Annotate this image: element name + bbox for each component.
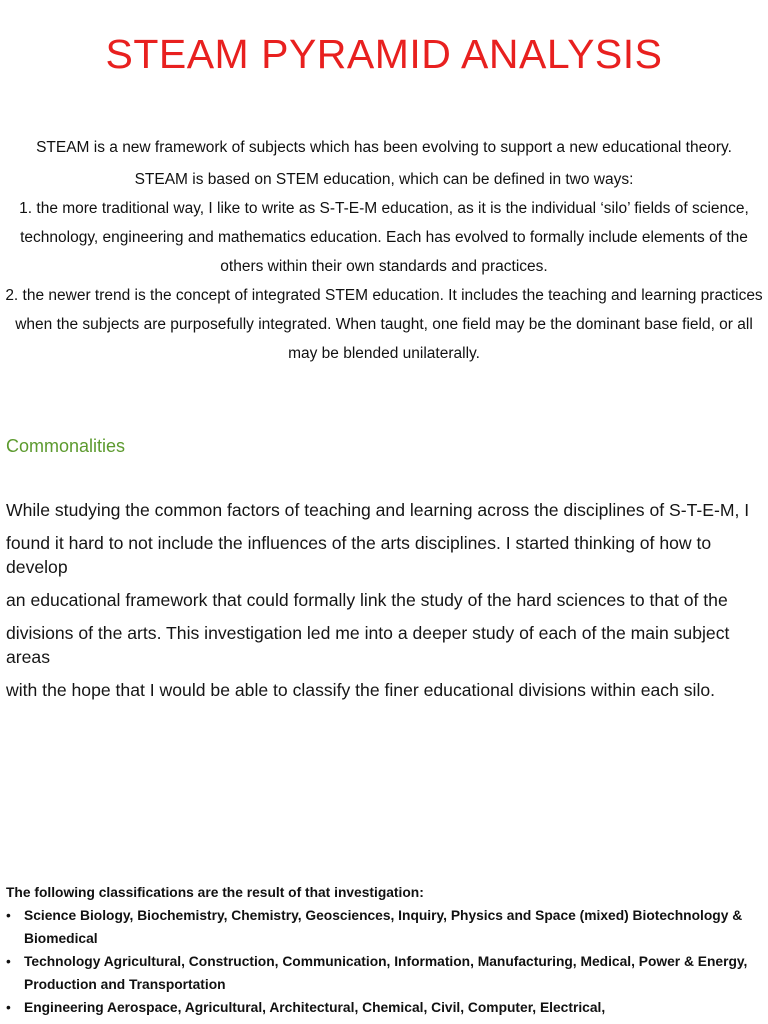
intro-paragraph: 1. the more traditional way, I like to write as S-T-E-M education, as it is the individual ‘silo’ fields of science, technology, engineering and mathematics education. Each has evolved to formally include elements of the others within their own standards and practices. [19,200,749,275]
bullet-icon: • [6,1000,11,1015]
intro-section [4,138,764,368]
intro-paragraph: STEAM is a new framework of subjects which has been evolving to support a new educational theory. [36,139,732,156]
commonalities-paragraph: with the hope that I would be able to classify the finer educational divisions within each silo. [6,680,716,700]
classifications-list [6,904,762,1019]
bullet-icon: • [6,908,11,923]
classification-text: Engineering Aerospace, Agricultural, Architectural, Chemical, Civil, Computer, Electrical, [24,1000,606,1015]
classification-text: Technology Agricultural, Construction, Communication, Information, Manufacturing, Medical, Power & Energy, Production and Transportation [24,954,748,992]
commonalities-paragraph: While studying the common factors of teaching and learning across the disciplines of S-T-E-M, I [6,500,750,520]
intro-paragraph: STEAM is based on STEM education, which can be defined in two ways: [134,171,634,188]
page-title: STEAM PYRAMID ANALYSIS [105,31,663,77]
list-item [6,950,762,996]
classifications-section [6,881,762,1019]
commonalities-paragraph: an educational framework that could formally link the study of the hard sciences to that of the [6,590,728,610]
commonalities-paragraph: found it hard to not include the influences of the arts disciplines. I started thinking of how to develop [6,533,712,577]
commonalities-heading: Commonalities [6,436,126,456]
commonalities-paragraph: divisions of the arts. This investigation led me into a deeper study of each of the main subject areas [6,623,730,667]
list-item [6,904,762,950]
commonalities-body [6,498,766,711]
classifications-lead: The following classifications are the result of that investigation: [6,885,424,900]
list-item [6,996,762,1019]
classification-text: Science Biology, Biochemistry, Chemistry, Geosciences, Inquiry, Physics and Space (mixed) Biotechnology & Biomedical [24,908,743,946]
bullet-icon: • [6,954,11,969]
intro-paragraph: 2. the newer trend is the concept of integrated STEM education. It includes the teaching and learning practices when the subjects are purposefully integrated. When taught, one field may be the dominant base field, or all may be blended unilaterally. [5,287,763,362]
